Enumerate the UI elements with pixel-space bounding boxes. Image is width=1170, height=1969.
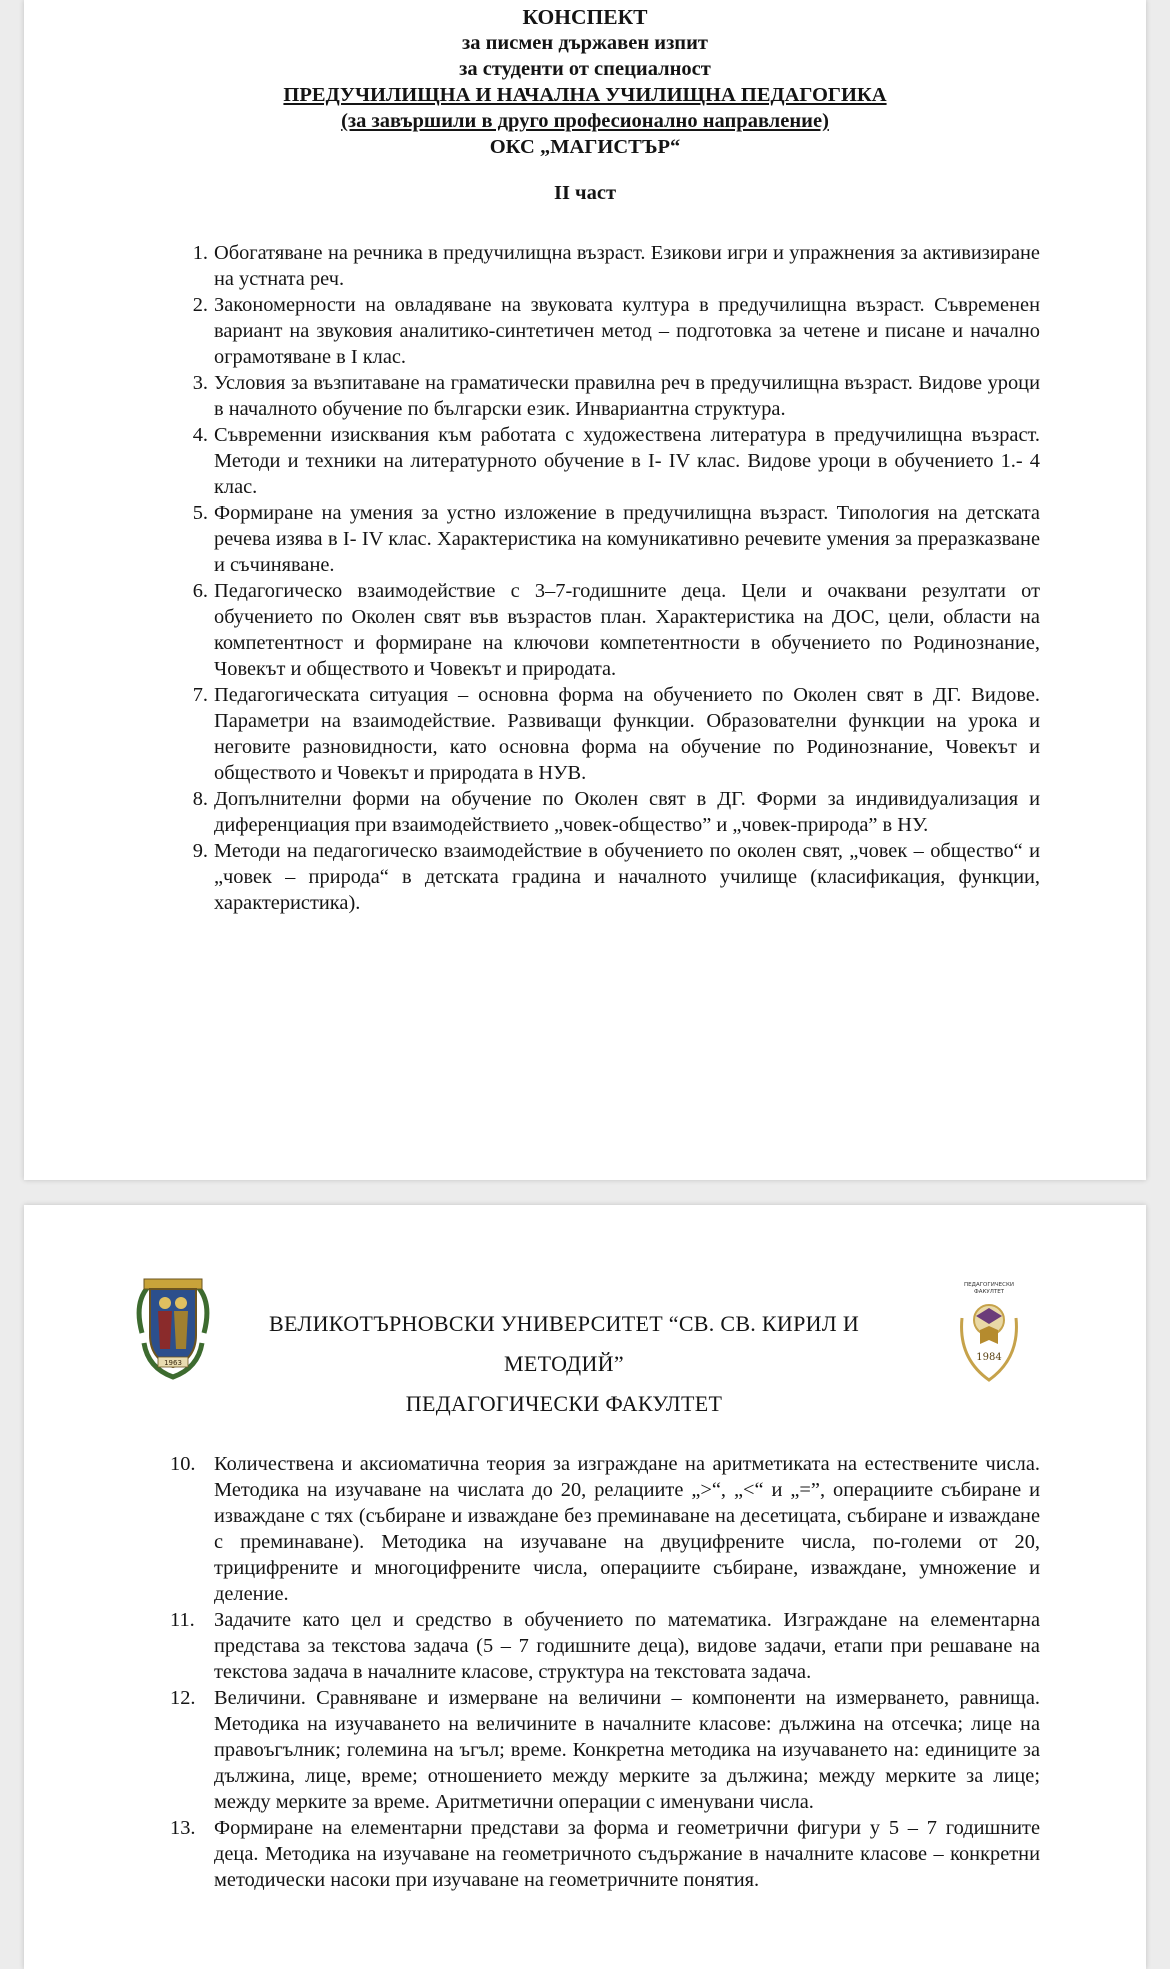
university-heading: [254, 1304, 874, 1424]
topic-item: [174, 422, 1040, 500]
topic-number: 8.: [192, 788, 208, 810]
header-degree: ОКС „МАГИСТЪР“: [489, 136, 681, 158]
topic-item: [174, 240, 1040, 292]
document-header: [24, 4, 1146, 160]
topic-text: Обогатяване на речника в предучилищна възраст. Езикови игри и упражнения за активизиране на устната реч.: [214, 242, 1040, 290]
topic-number: 12.: [170, 1687, 196, 1709]
topic-item: [170, 1607, 1040, 1685]
topic-text: Закономерности на овладяване на звуковата култура в предучилищна възраст. Съвременен вариант на звуковия аналитико-синтетичен метод – подготовка за четене и писане и начално ограмотяване в I клас.: [214, 294, 1040, 368]
topic-text: Педагогическата ситуация – основна форма на обучението по Околен свят в ДГ. Видове. Параметри на взаимодействие. Развиващи функции. Образователни функции на урока и неговите разновидности, като основна форма на обучение по Родинознание, Човекът и обществото и Човекът и природата в НУВ.: [214, 684, 1040, 784]
topic-text: Допълнителни форми на обучение по Околен свят в ДГ. Форми за индивидуализация и диференциация при взаимодействието „човек-общество” и „човек-природа” в НУ.: [214, 788, 1040, 836]
topic-number: 2.: [192, 294, 208, 316]
topic-text: Съвременни изисквания към работата с художествена литература в предучилищна възраст. Методи и техники на литературното обучение в I- IV клас. Видове уроци в обучението 1.- 4 клас.: [214, 424, 1040, 498]
topic-text: Методи на педагогическо взаимодействие в обучението по околен свят, „човек – общество“ и „човек – природа“ в детската градина и началното училище (класификация, функции, характеристика).: [214, 840, 1040, 914]
topic-number: 11.: [170, 1609, 195, 1631]
topic-list-part2: [170, 1451, 1040, 1893]
topic-text: Педагогическо взаимодействие с 3–7-годишните деца. Цели и очаквани резултати от обучението по Околен свят във възрастов план. Характеристика на ДОС, цели, области на компетентност и формиране на ключови компетентности в обучението по Родинознание, Човекът и обществото и Човекът и природата.: [214, 580, 1040, 680]
header-subtitle-2: за студенти от специалност: [459, 58, 711, 80]
topic-number: 7.: [192, 684, 208, 706]
topic-number: 1.: [192, 242, 208, 264]
topic-item: [174, 578, 1040, 682]
topic-item: [170, 1685, 1040, 1815]
topic-number: 10.: [170, 1453, 196, 1475]
topic-number: 9.: [192, 840, 208, 862]
topic-number: 6.: [192, 580, 208, 602]
topic-text: Формиране на умения за устно изложение в предучилищна възраст. Типология на детската речева изява в I- IV клас. Характеристика на комуникативно речевите умения за преразказване и съчиняване.: [214, 502, 1040, 576]
topic-item: [174, 682, 1040, 786]
document-page-2: [24, 1205, 1146, 1969]
topic-number: 4.: [192, 424, 208, 446]
emblem-year: 1984: [976, 1352, 1002, 1363]
topic-item: [174, 370, 1040, 422]
topic-text: Величини. Сравняване и измерване на величини – компоненти на измерването, равнища. Методика на изучаването на величините в началните класове: дължина на отсечка; лице на правоъгълник; големина на ъгъл; време. Конкретна методика на изучаването на: единиците за дължина, лице, време; отношението между мерките за дължина; между мерките за лице; между мерките за време. Аритметични операции с именувани числа.: [214, 1687, 1040, 1813]
document-page-1: [24, 0, 1146, 1180]
topic-item: [174, 500, 1040, 578]
topic-item: [174, 838, 1040, 916]
topic-item: [170, 1451, 1040, 1607]
topic-item: [170, 1815, 1040, 1893]
topic-text: Условия за възпитаване на граматически правилна реч в предучилищна възраст. Видове уроци в началното обучение по български език. Инвариантна структура.: [214, 372, 1040, 420]
header-title: КОНСПЕКТ: [522, 5, 648, 29]
topic-number: 13.: [170, 1817, 196, 1839]
university-crest-icon: [134, 1273, 212, 1381]
header-specialty-note: (за завършили в друго професионално направление): [341, 110, 829, 132]
part-heading: II част: [553, 182, 617, 204]
emblem-caption-1: ПЕДАГОГИЧЕСКИ: [964, 1282, 1014, 1288]
topic-number: 5.: [192, 502, 208, 524]
emblem-caption-2: ФАКУЛТЕТ: [973, 1289, 1005, 1295]
faculty-name: ПЕДАГОГИЧЕСКИ ФАКУЛТЕТ: [405, 1391, 723, 1416]
header-specialty: ПРЕДУЧИЛИЩНА И НАЧАЛНА УЧИЛИЩНА ПЕДАГОГИКА: [283, 84, 887, 106]
university-name-line2: МЕТОДИЙ”: [504, 1351, 624, 1376]
topic-list-part1: [174, 240, 1040, 916]
topic-text: Формиране на елементарни представи за форма и геометрични фигури у 5 – 7 годишните деца. Методика на изучаване на геометричното съдържание в началните класове – конкретни методически насоки при изучаване на геометричните понятия.: [214, 1817, 1040, 1891]
header-subtitle-1: за писмен държавен изпит: [461, 32, 709, 54]
crest-left-year: 1963: [164, 1359, 182, 1367]
topic-item: [174, 786, 1040, 838]
topic-item: [174, 292, 1040, 370]
topic-number: 3.: [192, 372, 208, 394]
topic-text: Задачите като цел и средство в обучението по математика. Изграждане на елементарна представа за текстова задача (5 – 7 годишните деца), видове задачи, етапи при решаване на текстова задача в началните класове, структура на текстовата задача.: [214, 1609, 1040, 1683]
topic-text: Количествена и аксиоматична теория за изграждане на аритметиката на естествените числа. Методика на изучаване на числата до 20, релациите „>“, „<“ и „=”, операциите събиране и изваждане с тях (събиране и изваждане без преминаване на десетицата, събиране и изваждане с преминаване). Методика на изучаване на двуцифрените числа, по-големи от 20, трицифрените и многоцифрените числа, операциите събиране, изваждане, умножение и деление.: [214, 1453, 1040, 1605]
faculty-emblem-icon: [954, 1278, 1024, 1388]
university-name-line1: ВЕЛИКОТЪРНОВСКИ УНИВЕРСИТЕТ “СВ. СВ. КИРИЛ И: [268, 1311, 860, 1336]
